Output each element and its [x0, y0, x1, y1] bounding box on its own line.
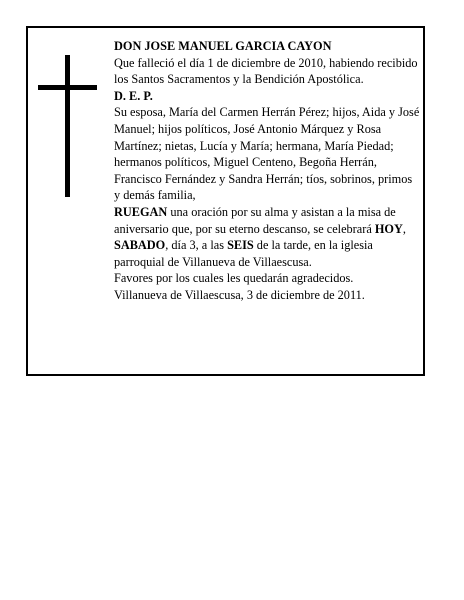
obituary-text [114, 38, 420, 304]
request-text-3: de la tarde, en la iglesia parroquial de Villanueva de Villaescusa. [114, 238, 373, 269]
seis-word: SEIS [227, 238, 254, 253]
thanks-line: Favores por los cuales les quedarán agradecidos. [114, 271, 354, 286]
request-text-1: una oración por su alma y asistan a la misa de aniversario que, por su eterno descanso, se celebrará [114, 204, 396, 236]
family-list: Su esposa, María del Carmen Herrán Pérez; hijos, Aida y José Manuel; hijos políticos, José Antonio Márquez y Rosa Martínez; nietas, Lucía y María; hermana, María Piedad; hermanos políticos, Miguel Centeno, Begoña Herrán, Francisco Fernández y Sandra Herrán; tíos, sobrinos, primos y demás familia, [114, 105, 420, 203]
request-text-2: , día 3, a las [165, 238, 228, 253]
death-statement: Que falleció el día 1 de diciembre de 2010, habiendo recibido los Santos Sacramentos y la Bendición Apostólica. [114, 55, 418, 87]
ruegan-word: RUEGAN [114, 204, 168, 219]
cross-vertical-bar [65, 55, 70, 197]
dep-line: D. E. P. [114, 88, 153, 103]
request-separator: , [402, 221, 406, 236]
sabado-word: SABADO [114, 238, 166, 253]
place-date-line: Villanueva de Villaescusa, 3 de diciembre de 2011. [114, 287, 365, 302]
mass-request [114, 204, 420, 270]
cross-horizontal-bar [38, 85, 97, 90]
deceased-name: DON JOSE MANUEL GARCIA CAYON [114, 39, 332, 53]
hoy-word: HOY [374, 221, 403, 236]
